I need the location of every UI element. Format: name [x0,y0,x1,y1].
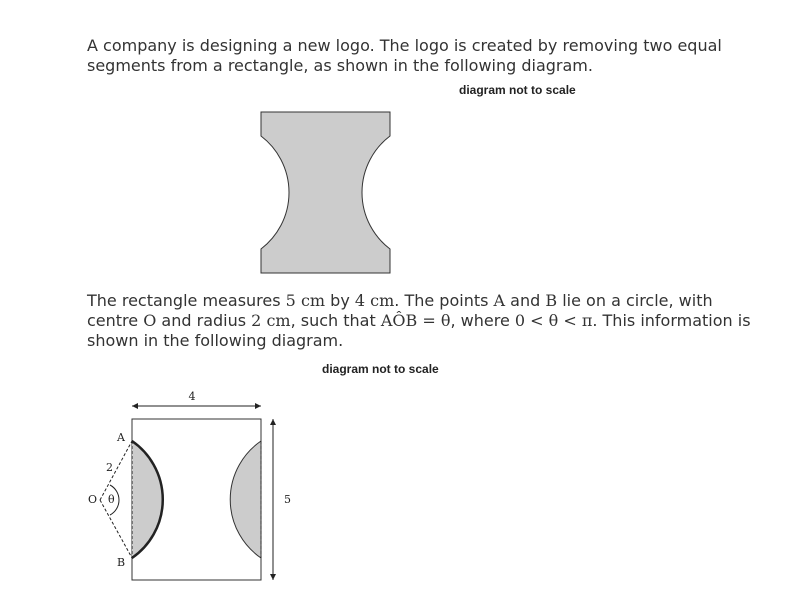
problem-paragraph: The rectangle measures 5 cm by 4 cm. The points A and B lie on a circle, with centre O and radius 2 cm, such that AÔB = θ, where 0 < θ < π. This information is shown in the following diagram. [87,291,751,350]
left-segment [132,441,163,558]
radius-label: 2 [106,461,113,474]
diagram-caption-top: diagram not to scale [459,83,576,97]
width-arrowhead-right [255,403,261,409]
width-arrowhead-left [132,403,138,409]
width-label: 4 [188,390,196,403]
radius-oa [100,441,132,500]
height-label: 5 [284,493,291,506]
point-a-label: A [117,431,125,444]
logo-shape [261,112,390,273]
intro-paragraph: A company is designing a new logo. The logo is created by removing two equal segments from a rectangle, as shown in the following diagram. [87,36,722,75]
point-b-label: B [117,556,126,569]
radius-ob [100,500,132,558]
height-arrowhead-top [270,419,276,425]
angle-label: θ [108,493,115,506]
height-arrowhead-bottom [270,574,276,580]
point-o-label: O [88,493,98,506]
right-segment [230,441,261,558]
diagram-caption-bottom: diagram not to scale [322,362,439,376]
